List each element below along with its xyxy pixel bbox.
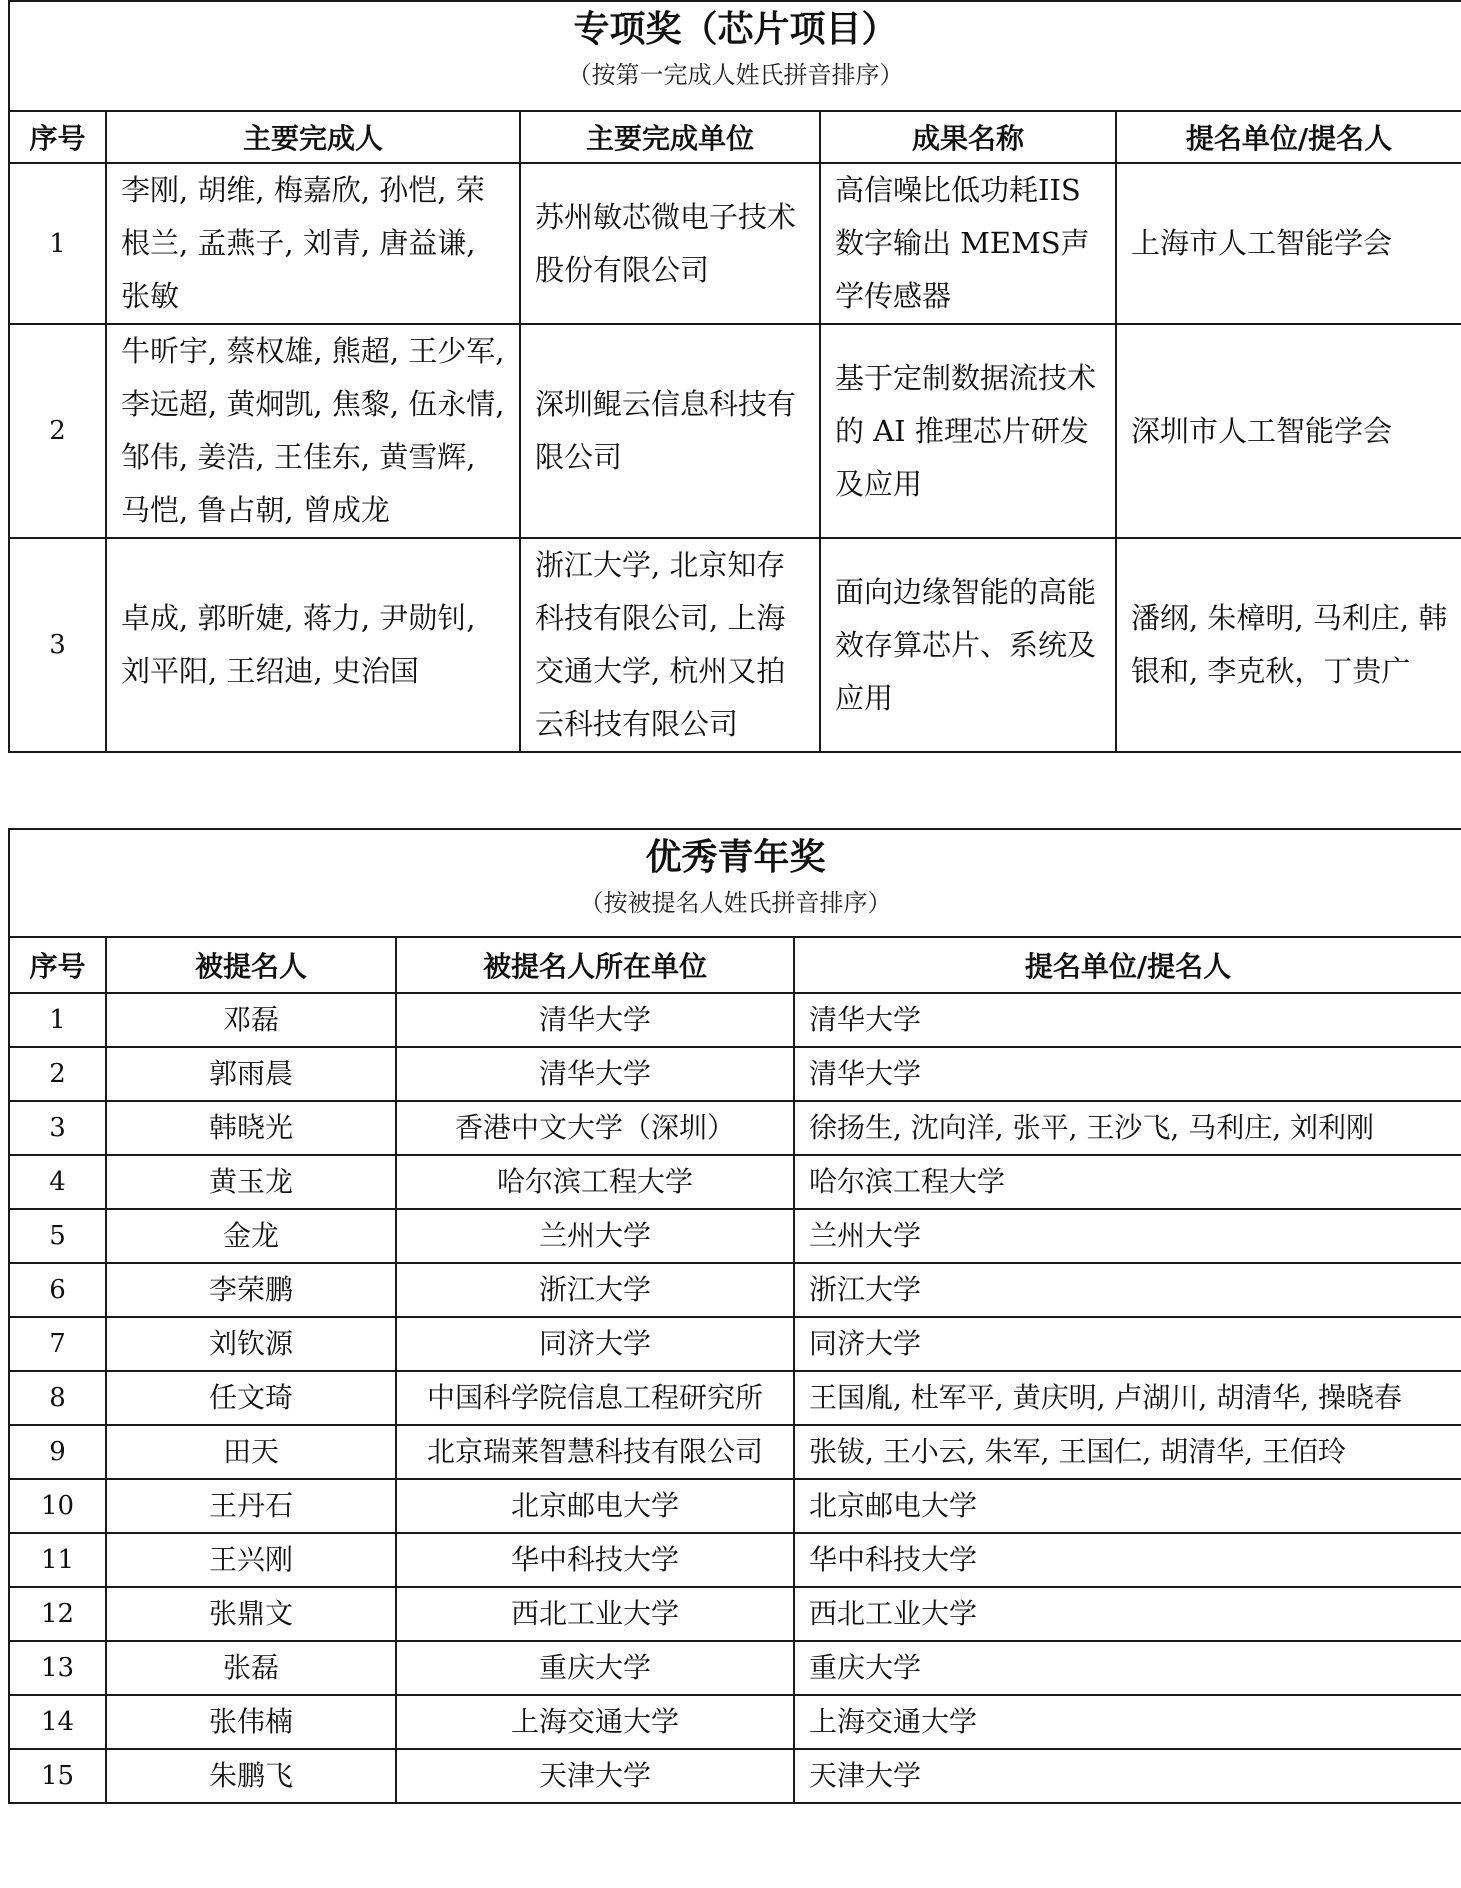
row-no: 1	[9, 993, 106, 1047]
row-unit: 苏州敏芯微电子技术股份有限公司	[520, 163, 820, 324]
header-achievement: 成果名称	[820, 111, 1116, 163]
table-row	[9, 1047, 1461, 1101]
special-award-title-cell	[9, 1, 1461, 111]
row-no: 4	[9, 1155, 106, 1209]
header-main-persons: 主要完成人	[106, 111, 520, 163]
row-nominator: 清华大学	[794, 1047, 1461, 1101]
table-row	[9, 1263, 1461, 1317]
row-no: 11	[9, 1533, 106, 1587]
row-nominee: 张磊	[106, 1641, 396, 1695]
row-nominator: 徐扬生, 沈向洋, 张平, 王沙飞, 马利庄, 刘利刚	[794, 1101, 1461, 1155]
row-no: 13	[9, 1641, 106, 1695]
youth-award-table	[8, 828, 1461, 1804]
special-award-subtitle: （按第一完成人姓氏拼音排序）	[567, 61, 904, 89]
row-nominee: 王兴刚	[106, 1533, 396, 1587]
row-nominee-unit: 哈尔滨工程大学	[396, 1155, 794, 1209]
row-unit: 浙江大学, 北京知存科技有限公司, 上海交通大学, 杭州又拍云科技有限公司	[520, 538, 820, 752]
row-persons: 李刚, 胡维, 梅嘉欣, 孙恺, 荣根兰, 孟燕子, 刘青, 唐益谦, 张敏	[106, 163, 520, 324]
row-nominee-unit: 同济大学	[396, 1317, 794, 1371]
table-row	[9, 1479, 1461, 1533]
header-nominee-unit: 被提名人所在单位	[396, 937, 794, 993]
row-nominee: 李荣鹏	[106, 1263, 396, 1317]
table-row	[9, 1155, 1461, 1209]
row-nominee-unit: 重庆大学	[396, 1641, 794, 1695]
row-nominator: 上海市人工智能学会	[1116, 163, 1461, 324]
table-row	[9, 538, 1461, 752]
row-nominee: 任文琦	[106, 1371, 396, 1425]
row-achievement: 面向边缘智能的高能效存算芯片、系统及应用	[820, 538, 1116, 752]
row-nominee-unit: 中国科学院信息工程研究所	[396, 1371, 794, 1425]
table-row	[9, 1209, 1461, 1263]
row-nominee: 金龙	[106, 1209, 396, 1263]
row-unit: 深圳鲲云信息科技有限公司	[520, 324, 820, 538]
table-row	[9, 1641, 1461, 1695]
row-nominee: 王丹石	[106, 1479, 396, 1533]
row-nominee: 朱鹏飞	[106, 1749, 396, 1803]
row-nominator: 西北工业大学	[794, 1587, 1461, 1641]
row-nominee: 黄玉龙	[106, 1155, 396, 1209]
row-persons: 卓成, 郭昕婕, 蒋力, 尹勋钊, 刘平阳, 王绍迪, 史治国	[106, 538, 520, 752]
row-nominator: 深圳市人工智能学会	[1116, 324, 1461, 538]
row-no: 10	[9, 1479, 106, 1533]
row-nominee: 张鼎文	[106, 1587, 396, 1641]
header-nominator: 提名单位/提名人	[1116, 111, 1461, 163]
row-nominee-unit: 清华大学	[396, 1047, 794, 1101]
table-row	[9, 1371, 1461, 1425]
row-nominator: 浙江大学	[794, 1263, 1461, 1317]
row-achievement: 高信噪比低功耗IIS 数字输出 MEMS声学传感器	[820, 163, 1116, 324]
row-nominee-unit: 北京邮电大学	[396, 1479, 794, 1533]
header-nominee: 被提名人	[106, 937, 396, 993]
row-nominee: 田天	[106, 1425, 396, 1479]
row-achievement: 基于定制数据流技术的 AI 推理芯片研发及应用	[820, 324, 1116, 538]
row-nominee-unit: 华中科技大学	[396, 1533, 794, 1587]
row-no: 7	[9, 1317, 106, 1371]
row-no: 15	[9, 1749, 106, 1803]
row-nominator: 清华大学	[794, 993, 1461, 1047]
row-nominee-unit: 天津大学	[396, 1749, 794, 1803]
row-nominee: 刘钦源	[106, 1317, 396, 1371]
table-row	[9, 1533, 1461, 1587]
row-no: 5	[9, 1209, 106, 1263]
row-no: 6	[9, 1263, 106, 1317]
row-nominator: 华中科技大学	[794, 1533, 1461, 1587]
row-no: 2	[9, 1047, 106, 1101]
row-nominator: 王国胤, 杜军平, 黄庆明, 卢湖川, 胡清华, 操晓春	[794, 1371, 1461, 1425]
row-no: 12	[9, 1587, 106, 1641]
header-nominator: 提名单位/提名人	[794, 937, 1461, 993]
row-no: 14	[9, 1695, 106, 1749]
row-nominator: 北京邮电大学	[794, 1479, 1461, 1533]
row-no: 9	[9, 1425, 106, 1479]
row-persons: 牛昕宇, 蔡权雄, 熊超, 王少军, 李远超, 黄炯凯, 焦黎, 伍永情, 邹伟, 姜浩, 王佳东, 黄雪辉, 马恺, 鲁占朝, 曾成龙	[106, 324, 520, 538]
row-no: 1	[9, 163, 106, 324]
row-nominee-unit: 兰州大学	[396, 1209, 794, 1263]
row-no: 3	[9, 538, 106, 752]
row-nominator: 张钹, 王小云, 朱军, 王国仁, 胡清华, 王佰玲	[794, 1425, 1461, 1479]
row-nominee-unit: 浙江大学	[396, 1263, 794, 1317]
row-nominator: 重庆大学	[794, 1641, 1461, 1695]
youth-award-title: 优秀青年奖	[645, 837, 826, 878]
header-no: 序号	[9, 111, 106, 163]
row-nominator: 天津大学	[794, 1749, 1461, 1803]
youth-award-header-row	[9, 937, 1461, 993]
row-nominator: 哈尔滨工程大学	[794, 1155, 1461, 1209]
special-award-title: 专项奖（芯片项目）	[573, 9, 898, 50]
table-row	[9, 1695, 1461, 1749]
row-nominee: 韩晓光	[106, 1101, 396, 1155]
row-no: 2	[9, 324, 106, 538]
row-nominator: 潘纲, 朱樟明, 马利庄, 韩银和, 李克秋，丁贵广	[1116, 538, 1461, 752]
row-nominator: 上海交通大学	[794, 1695, 1461, 1749]
row-nominee: 邓磊	[106, 993, 396, 1047]
youth-award-subtitle: （按被提名人姓氏拼音排序）	[579, 889, 892, 917]
youth-award-title-cell	[9, 829, 1461, 937]
header-no: 序号	[9, 937, 106, 993]
row-nominator: 兰州大学	[794, 1209, 1461, 1263]
table-row	[9, 1587, 1461, 1641]
table-row	[9, 1101, 1461, 1155]
special-award-table	[8, 0, 1461, 753]
header-main-unit: 主要完成单位	[520, 111, 820, 163]
row-nominee: 郭雨晨	[106, 1047, 396, 1101]
row-no: 3	[9, 1101, 106, 1155]
row-nominee-unit: 北京瑞莱智慧科技有限公司	[396, 1425, 794, 1479]
table-row	[9, 324, 1461, 538]
table-row	[9, 993, 1461, 1047]
row-nominee-unit: 香港中文大学（深圳）	[396, 1101, 794, 1155]
row-nominator: 同济大学	[794, 1317, 1461, 1371]
table-row	[9, 1749, 1461, 1803]
row-nominee-unit: 西北工业大学	[396, 1587, 794, 1641]
table-row	[9, 163, 1461, 324]
row-nominee: 张伟楠	[106, 1695, 396, 1749]
row-nominee-unit: 上海交通大学	[396, 1695, 794, 1749]
row-no: 8	[9, 1371, 106, 1425]
table-row	[9, 1317, 1461, 1371]
row-nominee-unit: 清华大学	[396, 993, 794, 1047]
special-award-header-row	[9, 111, 1461, 163]
table-row	[9, 1425, 1461, 1479]
